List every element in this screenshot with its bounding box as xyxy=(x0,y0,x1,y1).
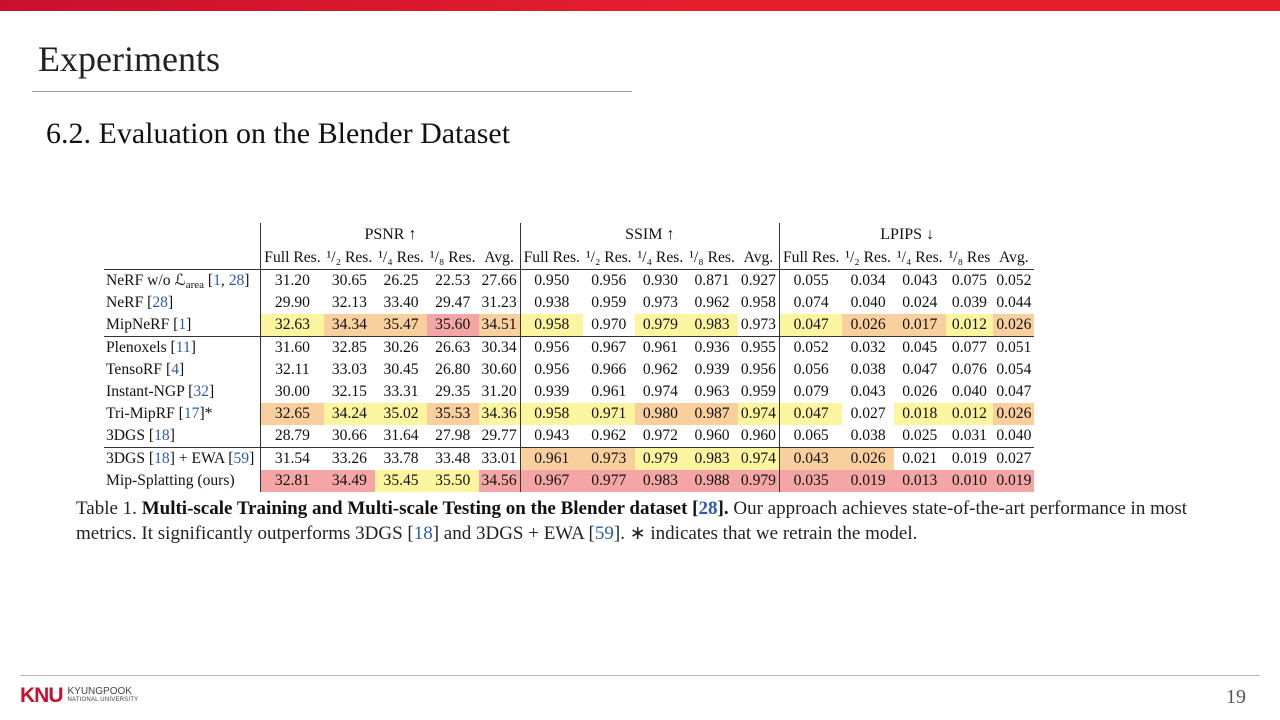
slide-title: Experiments xyxy=(38,39,220,79)
ssim-value-cell: 0.956 xyxy=(591,272,627,289)
ssim-value-cell: 0.962 xyxy=(694,294,730,311)
ssim-value-cell: 0.962 xyxy=(583,425,635,448)
ssim-value-cell: 0.938 xyxy=(520,292,583,314)
psnr-value-cell: 34.36 xyxy=(479,403,521,425)
table-row xyxy=(104,403,1034,425)
lpips-value-cell: 0.026 xyxy=(842,448,894,471)
psnr-value-cell: 30.66 xyxy=(324,425,376,448)
lpips-value-cell: 0.043 xyxy=(850,383,886,400)
psnr-group-header: PSNR ↑ xyxy=(261,223,520,247)
lpips-value-cell: 0.027 xyxy=(993,448,1034,471)
column-header: ¹/₈ Res. xyxy=(686,247,738,270)
table-body xyxy=(104,270,1034,493)
caption-bold-title: Multi-scale Training and Multi-scale Testing on the Blender dataset [28]. xyxy=(141,498,729,519)
lpips-value-cell: 0.075 xyxy=(951,272,987,289)
column-header: Avg. xyxy=(993,247,1034,270)
table-row xyxy=(104,425,1034,448)
ssim-value-cell: 0.970 xyxy=(583,314,635,337)
lpips-value-cell: 0.012 xyxy=(946,403,994,425)
psnr-value-cell: 26.25 xyxy=(383,272,419,289)
method-name: Plenoxels [11] xyxy=(106,339,196,356)
lpips-value-cell: 0.040 xyxy=(951,383,987,400)
ssim-value-cell: 0.980 xyxy=(635,403,687,425)
column-header: ¹/₈ Res xyxy=(946,247,994,270)
lpips-value-cell: 0.044 xyxy=(996,294,1032,311)
ssim-value-cell: 0.871 xyxy=(694,272,730,289)
method-name: Mip-Splatting (ours) xyxy=(106,472,235,489)
table-row xyxy=(104,359,1034,381)
ssim-value-cell: 0.943 xyxy=(520,425,583,448)
lpips-value-cell: 0.052 xyxy=(996,272,1032,289)
ssim-value-cell: 0.972 xyxy=(635,425,687,448)
ssim-value-cell: 0.956 xyxy=(520,359,583,381)
method-name: TensoRF [4] xyxy=(106,361,185,378)
lpips-value-cell: 0.025 xyxy=(894,425,946,448)
psnr-value-cell: 34.34 xyxy=(324,314,376,337)
psnr-value-cell: 32.81 xyxy=(261,470,324,492)
ssim-value-cell: 0.983 xyxy=(686,448,738,471)
citation-link[interactable]: 18 xyxy=(154,427,170,444)
lpips-value-cell: 0.047 xyxy=(779,403,842,425)
citation-link[interactable]: 28 xyxy=(698,498,718,519)
column-header: ¹/₄ Res. xyxy=(375,247,427,270)
citation-link[interactable]: 4 xyxy=(171,361,179,378)
column-header: Full Res. xyxy=(520,247,583,270)
column-header: Avg. xyxy=(479,247,521,270)
citation-link[interactable]: 28 xyxy=(152,294,168,311)
psnr-value-cell: 32.85 xyxy=(331,339,367,356)
psnr-value-cell: 29.90 xyxy=(261,292,324,314)
psnr-value-cell: 31.64 xyxy=(375,425,427,448)
title-divider xyxy=(32,91,632,92)
lpips-value-cell: 0.054 xyxy=(996,361,1032,378)
ssim-value-cell: 0.973 xyxy=(738,314,780,337)
lpips-value-cell: 0.077 xyxy=(951,339,987,356)
lpips-value-cell: 0.045 xyxy=(902,339,938,356)
psnr-value-cell: 35.60 xyxy=(427,314,479,337)
psnr-value-cell: 27.66 xyxy=(481,272,517,289)
ssim-value-cell: 0.967 xyxy=(591,339,627,356)
table-row xyxy=(104,337,1034,360)
psnr-value-cell: 32.63 xyxy=(261,314,324,337)
ssim-value-cell: 0.974 xyxy=(642,383,678,400)
lpips-value-cell: 0.038 xyxy=(842,425,894,448)
ssim-value-cell: 0.958 xyxy=(520,403,583,425)
lpips-value-cell: 0.074 xyxy=(779,292,842,314)
lpips-value-cell: 0.018 xyxy=(894,403,946,425)
ssim-value-cell: 0.960 xyxy=(686,425,738,448)
psnr-value-cell: 29.35 xyxy=(435,383,471,400)
psnr-value-cell: 33.03 xyxy=(331,361,367,378)
psnr-value-cell: 32.65 xyxy=(261,403,324,425)
citation-link[interactable]: 18 xyxy=(413,523,433,544)
psnr-value-cell: 34.51 xyxy=(479,314,521,337)
caption-label: Table 1. xyxy=(76,498,142,519)
lpips-value-cell: 0.032 xyxy=(850,339,886,356)
column-header: Avg. xyxy=(738,247,780,270)
psnr-value-cell: 30.45 xyxy=(383,361,419,378)
psnr-value-cell: 33.48 xyxy=(427,448,479,471)
ssim-value-cell: 0.974 xyxy=(738,448,780,471)
psnr-value-cell: 35.45 xyxy=(375,470,427,492)
table-row xyxy=(104,381,1034,403)
psnr-value-cell: 34.56 xyxy=(479,470,521,492)
psnr-value-cell: 26.63 xyxy=(435,339,471,356)
ssim-value-cell: 0.963 xyxy=(694,383,730,400)
table-row xyxy=(104,448,1034,471)
ssim-value-cell: 0.958 xyxy=(520,314,583,337)
citation-link[interactable]: 11 xyxy=(175,339,191,356)
method-name: Tri-MipRF [17]* xyxy=(106,405,213,422)
citation-link[interactable]: 59 xyxy=(233,450,250,467)
table-group-header-row xyxy=(104,223,1034,247)
ssim-value-cell: 0.956 xyxy=(740,361,776,378)
lpips-value-cell: 0.017 xyxy=(894,314,946,337)
table-row xyxy=(104,314,1034,337)
ssim-value-cell: 0.955 xyxy=(740,339,776,356)
citation-link[interactable]: 1 xyxy=(178,316,187,333)
psnr-value-cell: 30.00 xyxy=(261,381,324,403)
column-header: ¹/₂ Res. xyxy=(583,247,635,270)
ssim-value-cell: 0.971 xyxy=(583,403,635,425)
column-header: Full Res. xyxy=(261,247,324,270)
lpips-value-cell: 0.019 xyxy=(842,470,894,492)
section-heading: 6.2. Evaluation on the Blender Dataset xyxy=(46,117,511,150)
ssim-value-cell: 0.979 xyxy=(635,448,687,471)
lpips-value-cell: 0.024 xyxy=(902,294,938,311)
psnr-value-cell: 31.23 xyxy=(481,294,517,311)
top-accent-bar xyxy=(0,0,1280,11)
ssim-value-cell: 0.962 xyxy=(642,361,678,378)
lpips-value-cell: 0.039 xyxy=(951,294,987,311)
results-table xyxy=(104,223,1034,492)
column-header: ¹/₄ Res. xyxy=(635,247,687,270)
psnr-value-cell: 31.54 xyxy=(261,448,324,471)
psnr-value-cell: 33.26 xyxy=(324,448,376,471)
lpips-value-cell: 0.047 xyxy=(996,383,1032,400)
ssim-value-cell: 0.936 xyxy=(694,339,730,356)
lpips-value-cell: 0.038 xyxy=(850,361,886,378)
ssim-value-cell: 0.961 xyxy=(642,339,678,356)
lpips-value-cell: 0.079 xyxy=(779,381,842,403)
ssim-value-cell: 0.983 xyxy=(686,314,738,337)
psnr-value-cell: 22.53 xyxy=(435,272,471,289)
citation-link[interactable]: 59 xyxy=(594,523,614,544)
column-header: ¹/₂ Res. xyxy=(842,247,894,270)
ssim-value-cell: 0.939 xyxy=(694,361,730,378)
psnr-value-cell: 27.98 xyxy=(427,425,479,448)
psnr-value-cell: 33.31 xyxy=(383,383,419,400)
ssim-value-cell: 0.974 xyxy=(738,403,780,425)
psnr-value-cell: 30.65 xyxy=(331,272,367,289)
ssim-value-cell: 0.927 xyxy=(740,272,776,289)
psnr-value-cell: 31.60 xyxy=(261,337,324,360)
lpips-value-cell: 0.043 xyxy=(779,448,842,471)
psnr-value-cell: 32.15 xyxy=(331,383,367,400)
psnr-value-cell: 29.77 xyxy=(479,425,521,448)
psnr-value-cell: 29.47 xyxy=(435,294,471,311)
ssim-value-cell: 0.939 xyxy=(520,381,583,403)
ssim-value-cell: 0.979 xyxy=(635,314,687,337)
psnr-value-cell: 34.24 xyxy=(324,403,376,425)
ssim-value-cell: 0.983 xyxy=(635,470,687,492)
psnr-value-cell: 32.11 xyxy=(261,359,324,381)
column-header: ¹/₂ Res. xyxy=(324,247,376,270)
column-header: ¹/₄ Res. xyxy=(894,247,946,270)
ssim-value-cell: 0.961 xyxy=(591,383,627,400)
lpips-value-cell: 0.019 xyxy=(993,470,1034,492)
table-caption: Table 1. Multi-scale Training and Multi-scale Testing on the Blender dataset [28]. Our approach achieves state-of-the-art performance in most metrics. It significantly outperforms 3DGS [18] and 3DGS + EWA [59]. ∗ indicates that we retrain the model. xyxy=(76,498,1188,544)
psnr-value-cell: 34.49 xyxy=(324,470,376,492)
lpips-value-cell: 0.043 xyxy=(902,272,938,289)
ssim-value-cell: 0.958 xyxy=(740,294,776,311)
ssim-value-cell: 0.966 xyxy=(591,361,627,378)
method-name: 3DGS [18] xyxy=(104,425,261,448)
logo-wordmark: KYUNGPOOK NATIONAL UNIVERSITY xyxy=(67,686,139,703)
knu-logo-mark: KNU xyxy=(20,684,63,707)
psnr-value-cell: 30.26 xyxy=(383,339,419,356)
ssim-value-cell: 0.988 xyxy=(686,470,738,492)
ssim-value-cell: 0.950 xyxy=(520,270,583,293)
lpips-value-cell: 0.047 xyxy=(902,361,938,378)
citation-link[interactable]: 17 xyxy=(183,405,200,422)
lpips-value-cell: 0.026 xyxy=(902,383,938,400)
psnr-value-cell: 31.20 xyxy=(481,383,517,400)
lpips-value-cell: 0.026 xyxy=(842,314,894,337)
university-logo xyxy=(20,684,138,708)
lpips-value-cell: 0.026 xyxy=(993,403,1034,425)
lpips-value-cell: 0.034 xyxy=(850,272,886,289)
lpips-value-cell: 0.052 xyxy=(779,337,842,360)
lpips-value-cell: 0.047 xyxy=(779,314,842,337)
ssim-value-cell: 0.961 xyxy=(520,448,583,471)
ssim-value-cell: 0.959 xyxy=(591,294,627,311)
lpips-group-header: LPIPS ↓ xyxy=(779,223,1034,247)
table-column-header-row xyxy=(104,247,1034,270)
psnr-value-cell: 32.13 xyxy=(331,294,367,311)
lpips-value-cell: 0.012 xyxy=(946,314,994,337)
lpips-value-cell: 0.040 xyxy=(993,425,1034,448)
column-header: Full Res. xyxy=(779,247,842,270)
lpips-value-cell: 0.019 xyxy=(946,448,994,471)
psnr-value-cell: 35.02 xyxy=(375,403,427,425)
psnr-value-cell: 33.01 xyxy=(479,448,521,471)
method-name: MipNeRF [1] xyxy=(104,314,261,337)
psnr-value-cell: 35.50 xyxy=(427,470,479,492)
table-row xyxy=(104,292,1034,314)
lpips-value-cell: 0.031 xyxy=(946,425,994,448)
lpips-value-cell: 0.010 xyxy=(946,470,994,492)
ssim-value-cell: 0.960 xyxy=(738,425,780,448)
lpips-value-cell: 0.056 xyxy=(779,359,842,381)
citation-link[interactable]: 18 xyxy=(154,450,170,467)
method-name: 3DGS [18] + EWA [59] xyxy=(104,448,261,471)
ssim-value-cell: 0.987 xyxy=(686,403,738,425)
ssim-group-header: SSIM ↑ xyxy=(520,223,779,247)
lpips-value-cell: 0.076 xyxy=(951,361,987,378)
lpips-value-cell: 0.040 xyxy=(850,294,886,311)
lpips-value-cell: 0.027 xyxy=(850,405,886,422)
citation-link[interactable]: 1 xyxy=(213,272,221,289)
table-row xyxy=(104,270,1034,293)
ssim-value-cell: 0.959 xyxy=(740,383,776,400)
lpips-value-cell: 0.021 xyxy=(894,448,946,471)
table-row xyxy=(104,470,1034,492)
ssim-value-cell: 0.973 xyxy=(583,448,635,471)
ssim-value-cell: 0.956 xyxy=(520,337,583,360)
ssim-value-cell: 0.977 xyxy=(583,470,635,492)
method-name: NeRF [28] xyxy=(106,294,174,311)
psnr-value-cell: 35.53 xyxy=(427,403,479,425)
footer-divider xyxy=(20,675,1260,676)
lpips-value-cell: 0.013 xyxy=(894,470,946,492)
psnr-value-cell: 33.78 xyxy=(375,448,427,471)
ssim-value-cell: 0.930 xyxy=(642,272,678,289)
psnr-value-cell: 33.40 xyxy=(383,294,419,311)
psnr-value-cell: 26.80 xyxy=(435,361,471,378)
psnr-value-cell: 28.79 xyxy=(261,425,324,448)
method-name: NeRF w/o ℒ$_{area}$ [1, 28] xyxy=(106,272,250,291)
page-number: 19 xyxy=(1226,686,1246,708)
psnr-value-cell: 35.47 xyxy=(375,314,427,337)
column-header: ¹/₈ Res. xyxy=(427,247,479,270)
psnr-value-cell: 30.34 xyxy=(481,339,517,356)
lpips-value-cell: 0.026 xyxy=(993,314,1034,337)
psnr-value-cell: 31.20 xyxy=(261,270,324,293)
lpips-value-cell: 0.035 xyxy=(779,470,842,492)
ssim-value-cell: 0.979 xyxy=(738,470,780,492)
citation-link[interactable]: 28 xyxy=(228,272,245,289)
lpips-value-cell: 0.055 xyxy=(779,270,842,293)
method-name: Instant-NGP [32] xyxy=(106,383,215,400)
lpips-value-cell: 0.065 xyxy=(779,425,842,448)
lpips-value-cell: 0.051 xyxy=(996,339,1032,356)
citation-link[interactable]: 32 xyxy=(193,383,209,400)
psnr-value-cell: 30.60 xyxy=(481,361,517,378)
ssim-value-cell: 0.967 xyxy=(520,470,583,492)
ssim-value-cell: 0.973 xyxy=(642,294,678,311)
